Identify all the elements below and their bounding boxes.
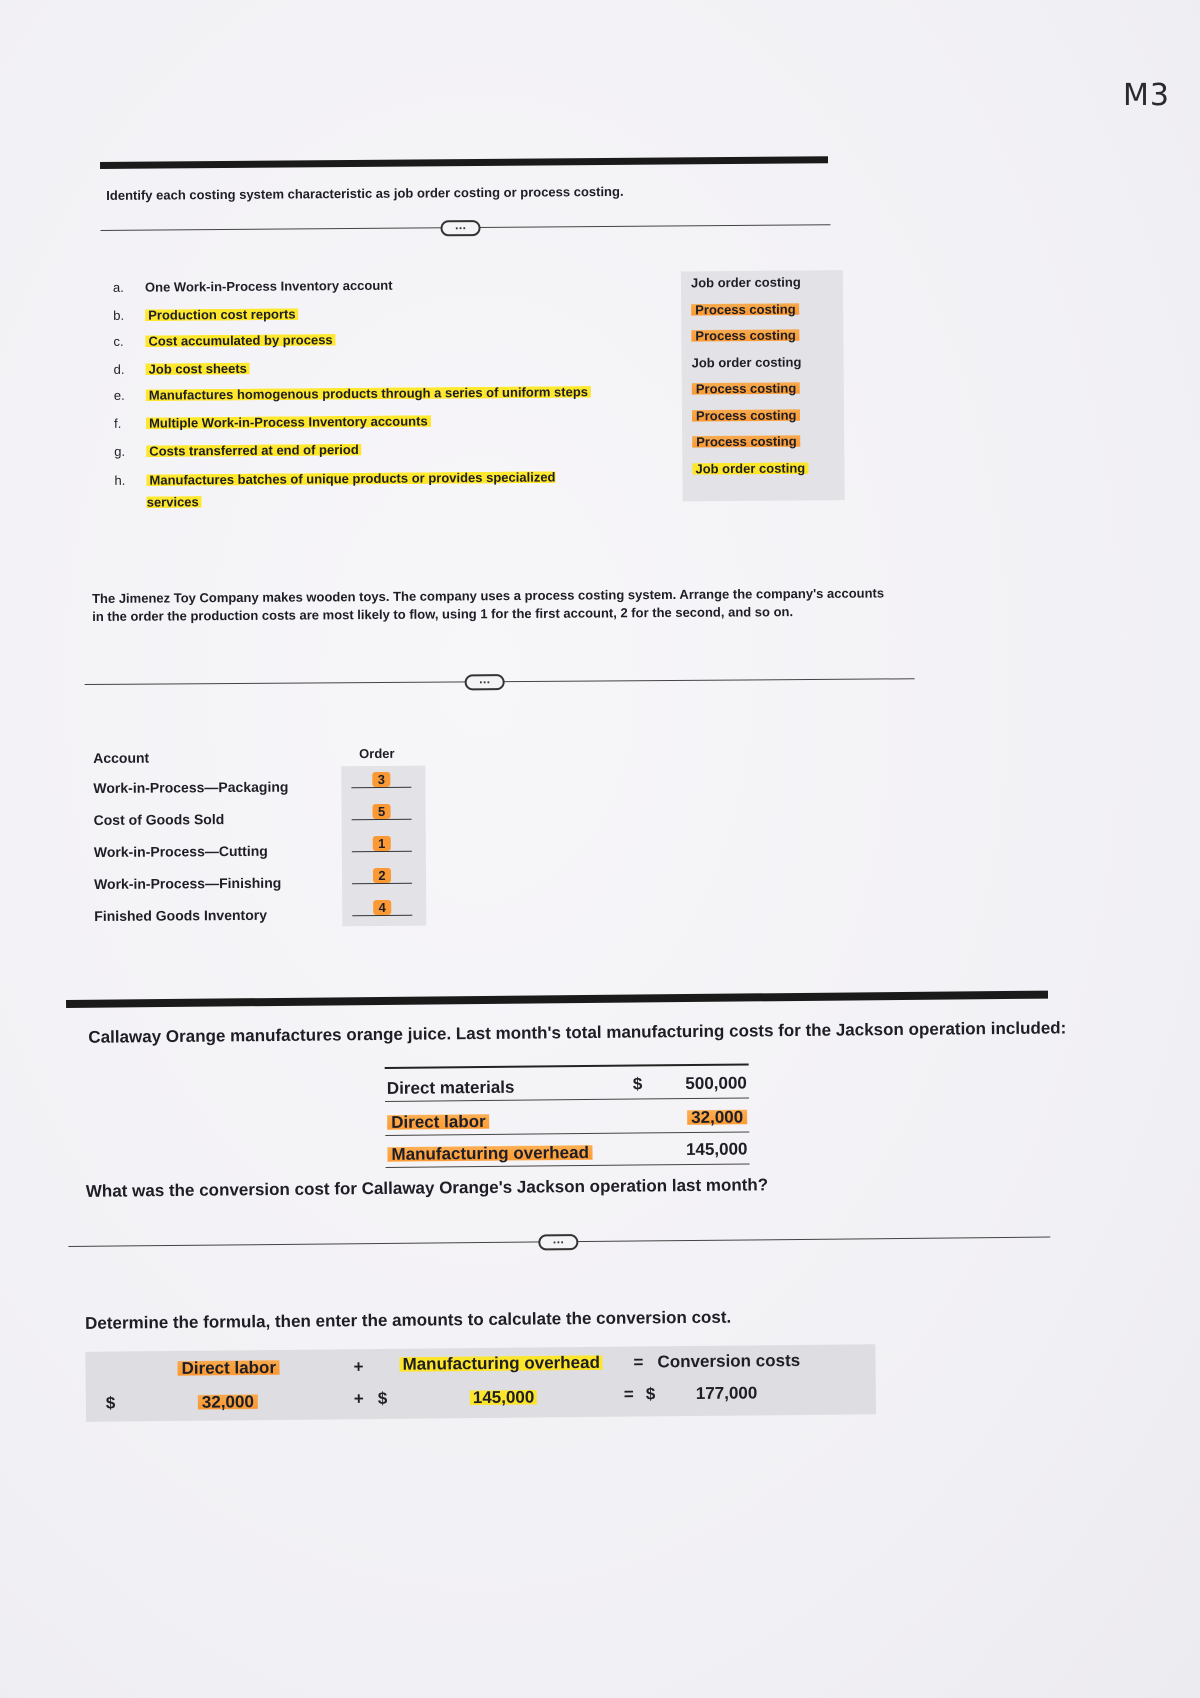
cost-label: Manufacturing overhead: [387, 1143, 593, 1165]
cost-amount: 500,000: [685, 1073, 747, 1094]
expand-button[interactable]: ...: [440, 220, 480, 236]
cost-amount: 145,000: [685, 1139, 748, 1160]
section1-instruction: Identify each costing system characteristic as job order costing or process costing.: [106, 183, 624, 203]
conversion-cost-section: [66, 990, 1070, 1420]
answer-select[interactable]: Job order costing: [692, 460, 808, 476]
equals-sign: =: [633, 1352, 644, 1372]
answer-select[interactable]: Process costing: [692, 381, 801, 397]
characteristic-item: [113, 332, 335, 349]
answer-select[interactable]: Process costing: [691, 328, 800, 344]
plus-sign: +: [353, 1357, 364, 1377]
answer-select[interactable]: Process costing: [691, 302, 800, 318]
item-letter: g.: [114, 443, 126, 459]
conversion-cost-formula: [85, 1344, 876, 1422]
cost-amount: 32,000: [663, 1107, 747, 1128]
order-input[interactable]: 4: [352, 900, 412, 916]
section3-intro: Callaway Orange manufactures orange juice. Last month's total manufacturing costs for the Jackson operation included:: [88, 1018, 1067, 1047]
item-letter: f.: [113, 415, 122, 431]
item-text: Multiple Work-in-Process Inventory accounts: [146, 413, 431, 430]
account-label: Work-in-Process—Finishing: [93, 874, 282, 892]
expand-button[interactable]: ...: [538, 1234, 578, 1250]
answer-select[interactable]: Process costing: [692, 434, 801, 450]
order-inputs: [341, 766, 426, 927]
order-input[interactable]: 3: [351, 772, 411, 788]
equals-sign: =: [623, 1384, 634, 1404]
item-letter: d.: [113, 361, 125, 377]
section2-paragraph: The Jimenez Toy Company makes wooden toys. The company uses a process costing system. Arrange the company's accounts in the order the production costs are most likely to flow, using 1 for the first account, 2 for the second, and so on.: [92, 585, 885, 624]
formula-result: 177,000: [695, 1383, 758, 1403]
item-letter: b.: [113, 307, 125, 323]
formula-value-1[interactable]: 32,000: [198, 1392, 258, 1413]
item-text: Job cost sheets: [146, 361, 250, 377]
characteristic-item: [114, 466, 594, 514]
section-top-bar: [66, 991, 1048, 1008]
item-text: One Work-in-Process Inventory account: [144, 277, 393, 295]
table-top-rule: [385, 1063, 749, 1068]
formula-instruction: Determine the formula, then enter the amounts to calculate the conversion cost.: [85, 1307, 732, 1333]
page-label: M3: [1123, 78, 1170, 113]
plus-sign: +: [353, 1389, 364, 1409]
account-label: Work-in-Process—Packaging: [93, 778, 289, 796]
account-label: Cost of Goods Sold: [93, 811, 225, 828]
item-letter: h.: [114, 472, 126, 488]
characteristic-item: [114, 384, 591, 403]
account-order-section: [92, 584, 934, 924]
section-top-bar: [100, 156, 828, 169]
item-text: Manufactures batches of unique products or provides specialized services: [146, 469, 556, 510]
characteristic-item: [113, 278, 393, 295]
item-letter: c.: [113, 333, 124, 349]
formula-term-1[interactable]: Direct labor: [177, 1358, 280, 1379]
answer-column: [681, 270, 845, 501]
characteristic-item: [114, 361, 250, 377]
characteristic-item: [114, 413, 431, 430]
costing-characteristics-section: [100, 156, 903, 562]
item-letter: a.: [112, 279, 124, 295]
result-label: Conversion costs: [657, 1350, 801, 1372]
dollar-sign: $: [377, 1388, 388, 1409]
item-text: Production cost reports: [145, 306, 298, 322]
item-text: Cost accumulated by process: [145, 332, 335, 348]
item-letter: e.: [113, 387, 125, 403]
section3-question: What was the conversion cost for Callaway Orange's Jackson operation last month?: [85, 1175, 769, 1201]
dollar-sign: $: [105, 1393, 116, 1413]
account-label: Finished Goods Inventory: [94, 906, 268, 924]
cost-label: Direct labor: [387, 1112, 490, 1133]
expand-button[interactable]: ...: [465, 674, 505, 690]
formula-term-2[interactable]: Manufacturing overhead: [399, 1353, 603, 1375]
account-label: Work-in-Process—Cutting: [93, 842, 268, 860]
cost-dollar: $: [632, 1074, 643, 1094]
answer-select[interactable]: Process costing: [692, 408, 801, 424]
characteristic-item: [114, 442, 362, 459]
characteristic-item: [113, 306, 298, 322]
answer-select[interactable]: Job order costing: [691, 354, 802, 371]
order-input[interactable]: 2: [352, 868, 412, 884]
dollar-sign: $: [645, 1384, 656, 1404]
account-column-header: Account: [93, 749, 150, 766]
cost-label: Direct materials: [386, 1077, 515, 1098]
item-text: Manufactures homogenous products through a series of uniform steps: [146, 384, 591, 402]
answer-select[interactable]: Job order costing: [690, 274, 801, 291]
order-input[interactable]: 5: [352, 804, 412, 820]
order-input[interactable]: 1: [352, 836, 412, 852]
item-text: Costs transferred at end of period: [146, 442, 362, 459]
formula-value-2[interactable]: 145,000: [470, 1387, 538, 1408]
order-column-header: Order: [359, 745, 395, 762]
